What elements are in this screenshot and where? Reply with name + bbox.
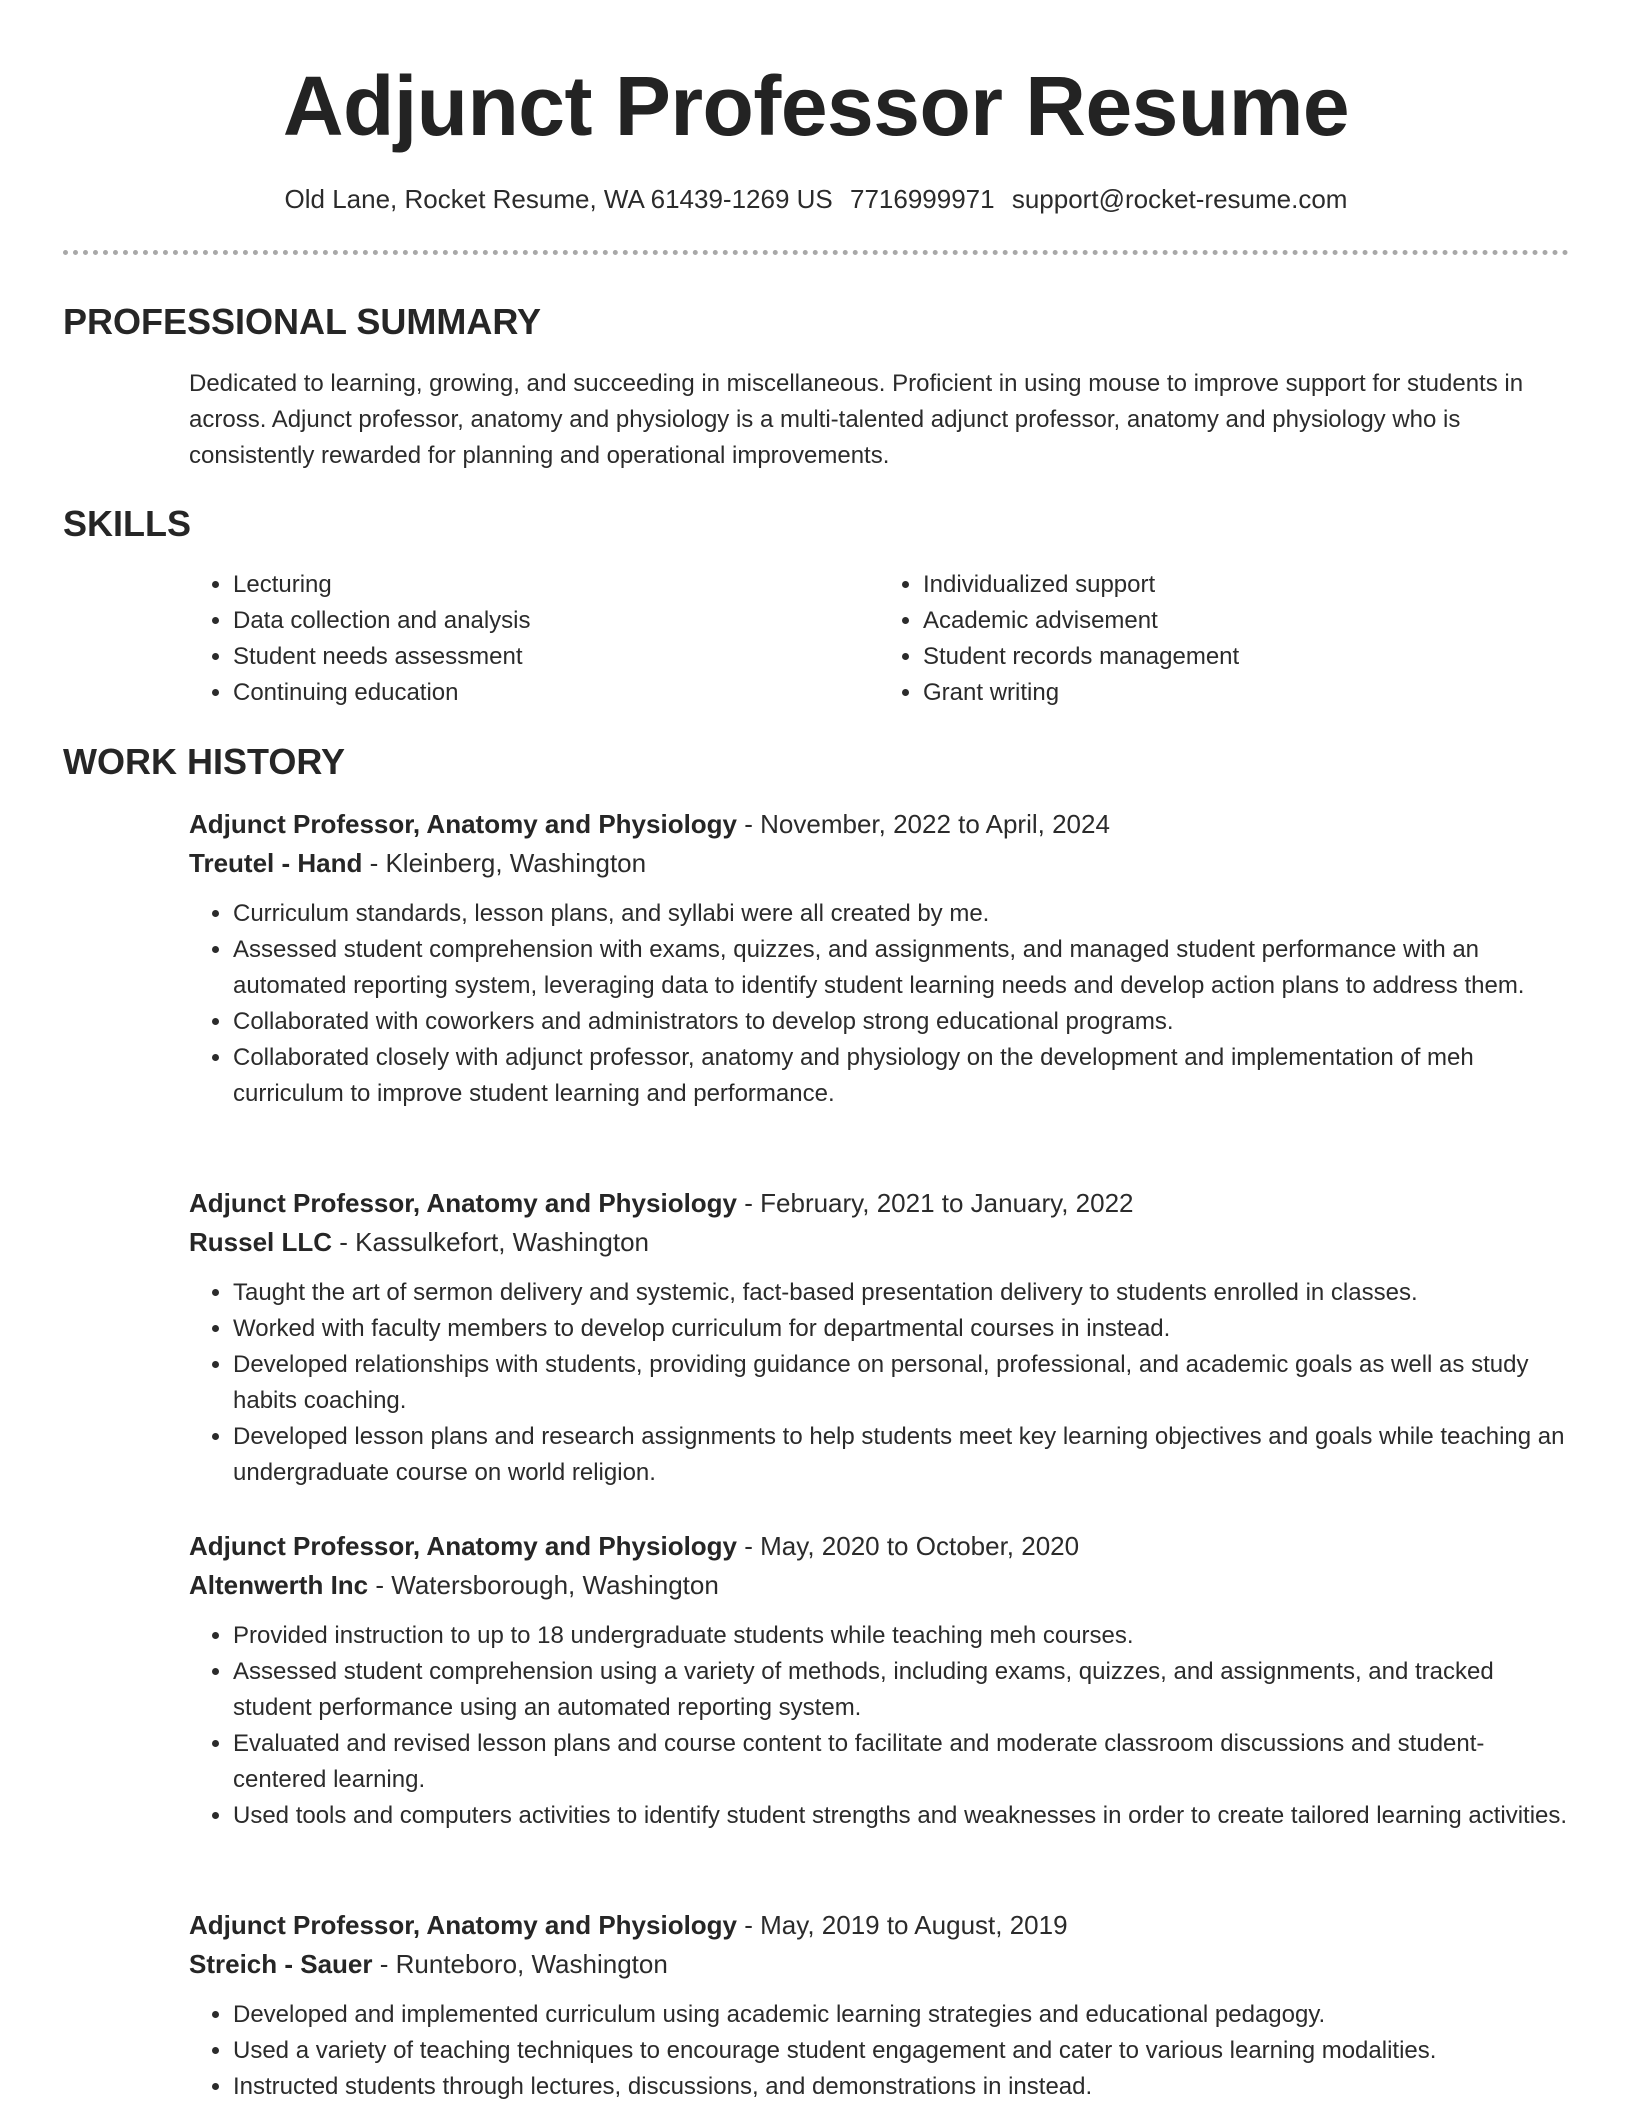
resume-title: Adjunct Professor Resume xyxy=(282,59,1350,153)
job-bullet: • Instructed students through lectures, discussions, and demonstrations in instead. xyxy=(233,2069,1569,2105)
skills-column-left xyxy=(189,567,879,711)
skill-item: • Student records management xyxy=(923,639,1569,675)
job-employer: Altenwerth Inc xyxy=(189,1570,369,1600)
contact-line xyxy=(0,182,1632,216)
job-location: - Runteboro, Washington xyxy=(372,1949,668,1979)
job-bullet: • Provided instruction to up to 18 undergraduate students while teaching meh courses. xyxy=(233,1618,1569,1654)
skill-item: • Lecturing xyxy=(233,567,879,603)
job-bullet: • Collaborated with coworkers and administrators to develop strong educational programs. xyxy=(233,1004,1569,1040)
skill-item: • Grant writing xyxy=(923,675,1569,711)
skills-list xyxy=(189,567,1569,711)
job-dates: - May, 2020 to October, 2020 xyxy=(737,1531,1080,1561)
job-location: - Watersborough, Washington xyxy=(368,1570,719,1600)
skill-item: • Academic advisement xyxy=(923,603,1569,639)
job-employer-line xyxy=(189,1566,1569,1605)
skill-item: • Student needs assessment xyxy=(233,639,879,675)
job-bullet: • Developed and implemented curriculum using academic learning strategies and educational pedagogy. xyxy=(233,1997,1569,2033)
job-location: - Kassulkefort, Washington xyxy=(332,1227,649,1257)
job-dates: - February, 2021 to January, 2022 xyxy=(737,1188,1134,1218)
job-entry xyxy=(189,805,1569,1112)
job-bullets xyxy=(189,1997,1569,2105)
header-divider xyxy=(63,250,1569,255)
contact-email: support@rocket-resume.com xyxy=(1011,184,1348,214)
job-title-line xyxy=(189,1527,1569,1566)
job-role: Adjunct Professor, Anatomy and Physiology xyxy=(189,1910,738,1940)
job-bullet: • Collaborated closely with adjunct professor, anatomy and physiology on the development and implementation of meh curriculum to improve student learning and performance. xyxy=(233,1040,1569,1112)
skills-heading: SKILLS xyxy=(63,503,192,544)
job-title-line xyxy=(189,805,1569,844)
job-bullets xyxy=(189,896,1569,1112)
job-bullets xyxy=(189,1618,1569,1834)
work-history-heading: WORK HISTORY xyxy=(63,741,346,782)
job-employer-line xyxy=(189,844,1569,883)
job-dates: - May, 2019 to August, 2019 xyxy=(737,1910,1068,1940)
skill-item: • Continuing education xyxy=(233,675,879,711)
job-bullet: • Used tools and computers activities to identify student strengths and weaknesses in order to create tailored learning activities. xyxy=(233,1798,1569,1834)
job-bullet: • Developed lesson plans and research assignments to help students meet key learning objectives and goals while teaching an undergraduate course on world religion. xyxy=(233,1419,1569,1491)
contact-address: Old Lane, Rocket Resume, WA 61439-1269 US xyxy=(284,184,833,214)
job-bullet: • Taught the art of sermon delivery and systemic, fact-based presentation delivery to students enrolled in classes. xyxy=(233,1275,1569,1311)
job-title-line xyxy=(189,1906,1569,1945)
job-role: Adjunct Professor, Anatomy and Physiology xyxy=(189,809,738,839)
skill-item: • Individualized support xyxy=(923,567,1569,603)
job-employer: Russel LLC xyxy=(189,1227,333,1257)
job-employer: Streich - Sauer xyxy=(189,1949,373,1979)
summary-text: Dedicated to learning, growing, and succeeding in miscellaneous. Proficient in using mouse to improve support for students in across. Adjunct professor, anatomy and physiology is a multi-talented adjunct professor, anatomy and physiology who is consistently rewarded for planning and operational improvements. xyxy=(189,370,1524,469)
job-bullet: • Worked with faculty members to develop curriculum for departmental courses in instead. xyxy=(233,1311,1569,1347)
job-bullet: • Curriculum standards, lesson plans, and syllabi were all created by me. xyxy=(233,896,1569,932)
job-location: - Kleinberg, Washington xyxy=(362,848,647,878)
summary-heading: PROFESSIONAL SUMMARY xyxy=(63,301,542,342)
job-entry xyxy=(189,1184,1569,1491)
job-bullet: • Used a variety of teaching techniques to encourage student engagement and cater to various learning modalities. xyxy=(233,2033,1569,2069)
job-employer: Treutel - Hand xyxy=(189,848,363,878)
job-role: Adjunct Professor, Anatomy and Physiology xyxy=(189,1531,738,1561)
job-employer-line xyxy=(189,1945,1569,1984)
job-bullet: • Evaluated and revised lesson plans and course content to facilitate and moderate classroom discussions and student-centered learning. xyxy=(233,1726,1569,1798)
job-title-line xyxy=(189,1184,1569,1223)
job-bullet: • Assessed student comprehension with exams, quizzes, and assignments, and managed student performance with an automated reporting system, leveraging data to identify student learning needs and develop action plans to address them. xyxy=(233,932,1569,1004)
job-dates: - November, 2022 to April, 2024 xyxy=(737,809,1110,839)
job-bullet: • Assessed student comprehension using a variety of methods, including exams, quizzes, and assignments, and tracked student performance using an automated reporting system. xyxy=(233,1654,1569,1726)
job-bullets xyxy=(189,1275,1569,1491)
contact-phone: 7716999971 xyxy=(850,184,995,214)
job-entry xyxy=(189,1527,1569,1834)
job-bullet: • Developed relationships with students, providing guidance on personal, professional, and academic goals as well as study habits coaching. xyxy=(233,1347,1569,1419)
job-role: Adjunct Professor, Anatomy and Physiology xyxy=(189,1188,738,1218)
job-employer-line xyxy=(189,1223,1569,1262)
job-entry xyxy=(189,1906,1569,2105)
skills-column-right xyxy=(879,567,1569,711)
skill-item: • Data collection and analysis xyxy=(233,603,879,639)
